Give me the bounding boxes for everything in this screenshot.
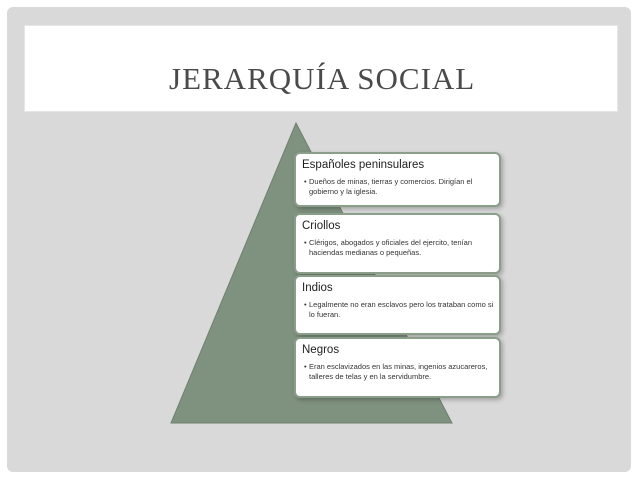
level-description: Eran esclavizados en las minas, ingenios azucareros, talleres de telas y en la servidumbre. xyxy=(309,362,488,381)
level-box-criollos xyxy=(294,213,501,274)
level-description: Dueños de minas, tierras y comercios. Dirigían el gobierno y la iglesia. xyxy=(309,177,473,196)
level-description: Legalmente no eran esclavos pero los trataban como si lo fueran. xyxy=(309,300,494,319)
slide xyxy=(7,7,631,472)
page-title: JERARQUÍA SOCIAL xyxy=(169,61,476,96)
level-description: Clérigos, abogados y oficiales del ejercito, tenían haciendas medianas o pequeñas. xyxy=(309,238,473,257)
bullet-icon: • xyxy=(304,238,307,247)
bullet-icon: • xyxy=(304,362,307,371)
level-description-row xyxy=(302,238,494,257)
level-heading: Negros xyxy=(302,344,340,356)
bullet-icon: • xyxy=(304,177,307,186)
level-description-row xyxy=(302,300,494,319)
level-box-espanoles xyxy=(294,152,501,207)
bullet-icon: • xyxy=(304,300,307,309)
level-description-row xyxy=(302,177,494,196)
level-description-row xyxy=(302,362,494,381)
level-box-negros xyxy=(294,337,501,398)
level-heading: Criollos xyxy=(302,220,341,232)
level-heading: Indios xyxy=(302,282,333,294)
level-box-indios xyxy=(294,275,501,335)
level-heading: Españoles peninsulares xyxy=(302,159,425,171)
